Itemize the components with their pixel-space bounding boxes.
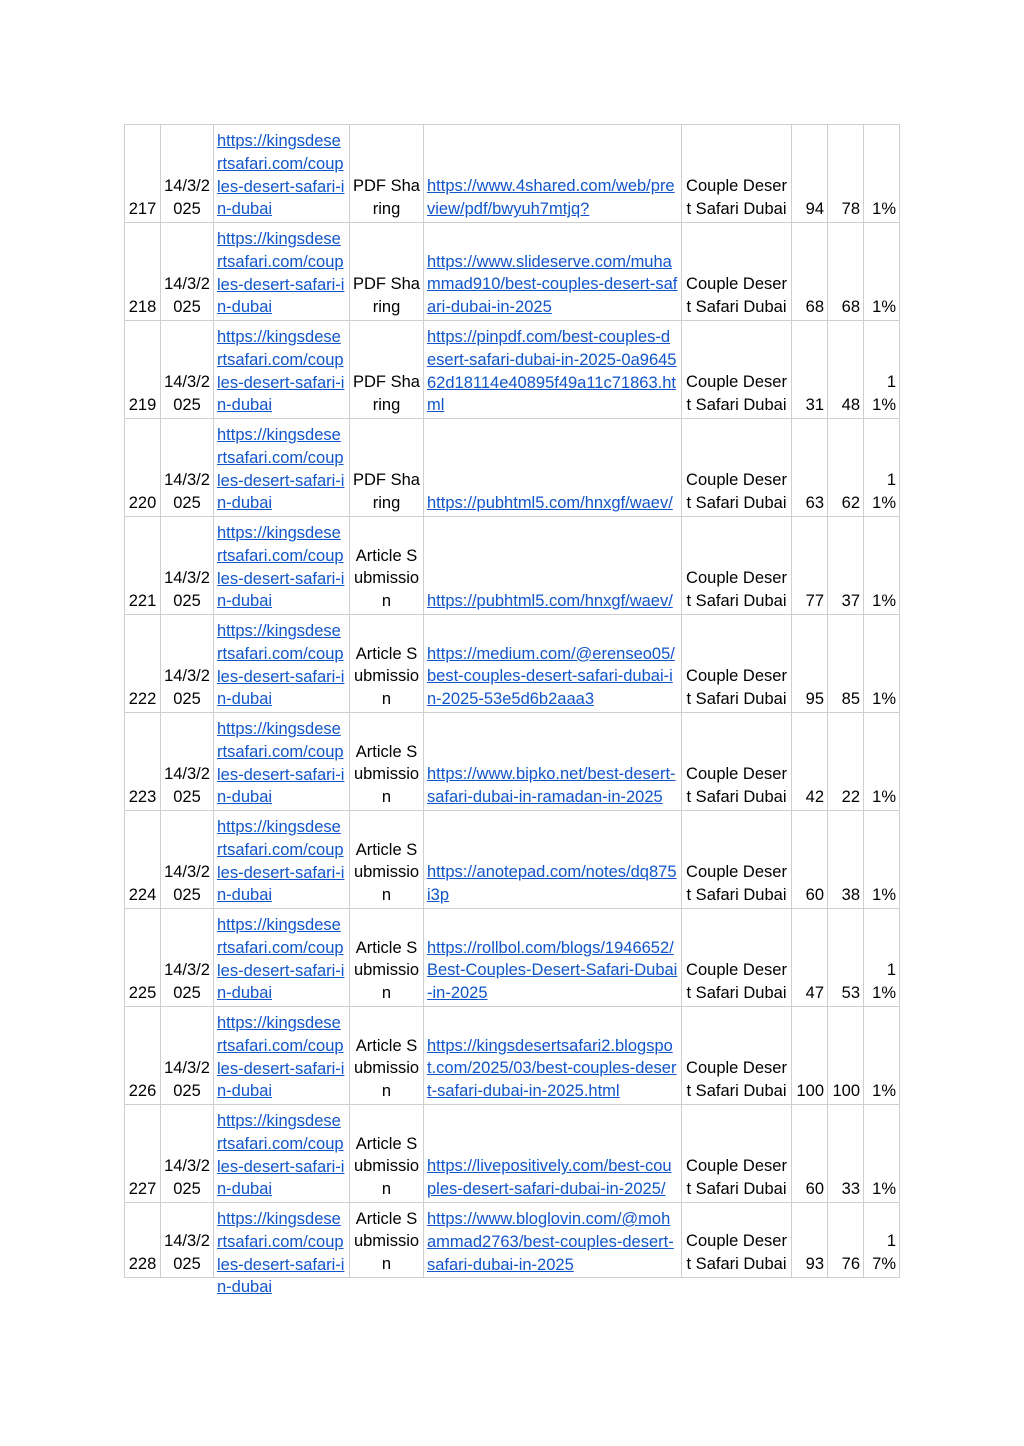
table-row [125, 223, 900, 321]
serial-number-cell: 224 [125, 811, 161, 909]
target-url-link[interactable]: https://kingsdesertsafari.com/couples-desert-safari-in-dubai [217, 1014, 345, 1101]
da-cell: 31 [792, 321, 828, 419]
spam-score-cell: 1% [864, 1007, 900, 1105]
serial-number-cell: 223 [125, 713, 161, 811]
serial-number-cell: 222 [125, 615, 161, 713]
spam-score-cell: 11% [864, 909, 900, 1007]
keyword-cell: Couple Desert Safari Dubai [682, 713, 792, 811]
serial-number-cell: 218 [125, 223, 161, 321]
serial-number-cell: 219 [125, 321, 161, 419]
keyword-cell: Couple Desert Safari Dubai [682, 1203, 792, 1278]
table-row [125, 125, 900, 223]
spam-score-cell: 1% [864, 1105, 900, 1203]
target-url-cell [214, 1105, 350, 1203]
serial-number-cell: 225 [125, 909, 161, 1007]
target-url-link[interactable]: https://kingsdesertsafari.com/couples-desert-safari-in-dubai [217, 818, 345, 905]
backlink-url-cell [424, 1007, 682, 1105]
spam-score-cell: 11% [864, 419, 900, 517]
table-row [125, 1203, 900, 1278]
target-url-cell [214, 125, 350, 223]
table-row [125, 419, 900, 517]
backlink-url-cell [424, 419, 682, 517]
pa-cell: 100 [828, 1007, 864, 1105]
backlink-url-link[interactable]: https://www.slideserve.com/muhammad910/best-couples-desert-safari-dubai-in-2025 [427, 252, 678, 317]
backlink-url-cell [424, 517, 682, 615]
spam-score-cell: 11% [864, 321, 900, 419]
table-row [125, 1105, 900, 1203]
target-url-cell [214, 909, 350, 1007]
backlink-url-cell [424, 909, 682, 1007]
backlink-url-link[interactable]: https://www.bloglovin.com/@mohammad2763/best-couples-desert-safari-dubai-in-2025 [427, 1210, 674, 1274]
pa-cell: 62 [828, 419, 864, 517]
target-url-link[interactable]: https://kingsdesertsafari.com/couples-desert-safari-in-dubai [217, 916, 345, 1003]
submission-type-cell: Article Submission [350, 1105, 424, 1203]
backlink-url-cell [424, 1203, 682, 1278]
target-url-cell [214, 713, 350, 811]
pa-cell: 37 [828, 517, 864, 615]
target-url-link[interactable]: https://kingsdesertsafari.com/couples-desert-safari-in-dubai [217, 132, 345, 219]
pa-cell: 85 [828, 615, 864, 713]
target-url-link[interactable]: https://kingsdesertsafari.com/couples-desert-safari-in-dubai [217, 1210, 345, 1297]
table-row [125, 811, 900, 909]
da-cell: 42 [792, 713, 828, 811]
submission-type-cell: Article Submission [350, 1203, 424, 1278]
backlink-table [124, 124, 900, 1297]
target-url-cell [214, 223, 350, 321]
keyword-cell: Couple Desert Safari Dubai [682, 125, 792, 223]
spam-score-cell: 17% [864, 1203, 900, 1278]
backlink-url-link[interactable]: https://livepositively.com/best-couples-desert-safari-dubai-in-2025/ [427, 1157, 672, 1199]
submission-type-cell: Article Submission [350, 811, 424, 909]
target-url-link[interactable]: https://kingsdesertsafari.com/couples-desert-safari-in-dubai [217, 622, 345, 709]
da-cell: 47 [792, 909, 828, 1007]
pa-cell: 48 [828, 321, 864, 419]
backlink-url-link[interactable]: https://www.bipko.net/best-desert-safari-dubai-in-ramadan-in-2025 [427, 765, 676, 807]
date-cell: 14/3/2025 [161, 419, 214, 517]
date-cell: 14/3/2025 [161, 321, 214, 419]
serial-number-cell: 220 [125, 419, 161, 517]
da-cell: 68 [792, 223, 828, 321]
backlink-url-cell [424, 713, 682, 811]
spam-score-cell: 1% [864, 125, 900, 223]
da-cell: 63 [792, 419, 828, 517]
target-url-link[interactable]: https://kingsdesertsafari.com/couples-desert-safari-in-dubai [217, 230, 345, 317]
backlink-url-cell [424, 1105, 682, 1203]
backlink-url-link[interactable]: https://medium.com/@erenseo05/best-couples-desert-safari-dubai-in-2025-53e5d6b2aaa3 [427, 644, 675, 709]
submission-type-cell: Article Submission [350, 1007, 424, 1105]
backlink-url-cell [424, 615, 682, 713]
backlink-url-link[interactable]: https://rollbol.com/blogs/1946652/Best-Couples-Desert-Safari-Dubai-in-2025 [427, 938, 678, 1003]
serial-number-cell: 221 [125, 517, 161, 615]
backlink-url-link[interactable]: https://kingsdesertsafari2.blogspot.com/2025/03/best-couples-desert-safari-dubai-in-2025.html [427, 1036, 677, 1101]
keyword-cell: Couple Desert Safari Dubai [682, 321, 792, 419]
da-cell: 93 [792, 1203, 828, 1278]
serial-number-cell: 228 [125, 1203, 161, 1278]
submission-type-cell: PDF Sharing [350, 321, 424, 419]
target-url-cell [214, 321, 350, 419]
pa-cell: 33 [828, 1105, 864, 1203]
spam-score-cell: 1% [864, 713, 900, 811]
submission-type-cell: Article Submission [350, 615, 424, 713]
backlink-url-cell [424, 321, 682, 419]
target-url-cell [214, 419, 350, 517]
pa-cell: 76 [828, 1203, 864, 1278]
spam-score-cell: 1% [864, 223, 900, 321]
target-url-link[interactable]: https://kingsdesertsafari.com/couples-desert-safari-in-dubai [217, 720, 345, 807]
serial-number-cell: 226 [125, 1007, 161, 1105]
backlink-url-link[interactable]: https://pubhtml5.com/hnxgf/waev/ [427, 592, 673, 611]
keyword-cell: Couple Desert Safari Dubai [682, 517, 792, 615]
date-cell: 14/3/2025 [161, 713, 214, 811]
date-cell: 14/3/2025 [161, 517, 214, 615]
date-cell: 14/3/2025 [161, 615, 214, 713]
date-cell: 14/3/2025 [161, 1105, 214, 1203]
target-url-link[interactable]: https://kingsdesertsafari.com/couples-desert-safari-in-dubai [217, 426, 345, 513]
table-row [125, 615, 900, 713]
spam-score-cell: 1% [864, 811, 900, 909]
target-url-cell [214, 615, 350, 713]
backlink-url-link[interactable]: https://anotepad.com/notes/dq875i3p [427, 863, 677, 905]
da-cell: 77 [792, 517, 828, 615]
target-url-cell [214, 517, 350, 615]
date-cell: 14/3/2025 [161, 223, 214, 321]
table-row [125, 909, 900, 1007]
date-cell: 14/3/2025 [161, 811, 214, 909]
spam-score-cell: 1% [864, 517, 900, 615]
keyword-cell: Couple Desert Safari Dubai [682, 909, 792, 1007]
submission-type-cell: Article Submission [350, 517, 424, 615]
target-url-link[interactable]: https://kingsdesertsafari.com/couples-desert-safari-in-dubai [217, 328, 345, 415]
keyword-cell: Couple Desert Safari Dubai [682, 811, 792, 909]
table-row [125, 321, 900, 419]
serial-number-cell: 217 [125, 125, 161, 223]
target-url-cell [214, 811, 350, 909]
pa-cell: 53 [828, 909, 864, 1007]
backlink-url-link[interactable]: https://pubhtml5.com/hnxgf/waev/ [427, 494, 673, 513]
keyword-cell: Couple Desert Safari Dubai [682, 615, 792, 713]
backlink-url-link[interactable]: https://www.4shared.com/web/preview/pdf/bwyuh7mtjq? [427, 177, 675, 219]
backlink-url-cell [424, 811, 682, 909]
target-url-link[interactable]: https://kingsdesertsafari.com/couples-desert-safari-in-dubai [217, 524, 345, 611]
da-cell: 95 [792, 615, 828, 713]
keyword-cell: Couple Desert Safari Dubai [682, 419, 792, 517]
target-url-link[interactable]: https://kingsdesertsafari.com/couples-desert-safari-in-dubai [217, 1112, 345, 1199]
da-cell: 100 [792, 1007, 828, 1105]
target-url-cell [214, 1203, 350, 1297]
pa-cell: 38 [828, 811, 864, 909]
serial-number-cell: 227 [125, 1105, 161, 1203]
submission-type-cell: Article Submission [350, 713, 424, 811]
target-url-cell [214, 1007, 350, 1105]
date-cell: 14/3/2025 [161, 1007, 214, 1105]
table-row [125, 1007, 900, 1105]
table-row [125, 713, 900, 811]
submission-type-cell: Article Submission [350, 909, 424, 1007]
date-cell: 14/3/2025 [161, 1203, 214, 1278]
keyword-cell: Couple Desert Safari Dubai [682, 1007, 792, 1105]
keyword-cell: Couple Desert Safari Dubai [682, 223, 792, 321]
submission-type-cell: PDF Sharing [350, 223, 424, 321]
date-cell: 14/3/2025 [161, 125, 214, 223]
backlink-url-cell [424, 125, 682, 223]
backlink-url-link[interactable]: https://pinpdf.com/best-couples-desert-safari-dubai-in-2025-0a964562d18114e40895f49a11c71863.html [427, 328, 677, 415]
pa-cell: 68 [828, 223, 864, 321]
da-cell: 94 [792, 125, 828, 223]
submission-type-cell: PDF Sharing [350, 125, 424, 223]
date-cell: 14/3/2025 [161, 909, 214, 1007]
keyword-cell: Couple Desert Safari Dubai [682, 1105, 792, 1203]
table-row [125, 517, 900, 615]
da-cell: 60 [792, 1105, 828, 1203]
submission-type-cell: PDF Sharing [350, 419, 424, 517]
pa-cell: 22 [828, 713, 864, 811]
backlink-url-cell [424, 223, 682, 321]
spam-score-cell: 1% [864, 615, 900, 713]
pa-cell: 78 [828, 125, 864, 223]
da-cell: 60 [792, 811, 828, 909]
